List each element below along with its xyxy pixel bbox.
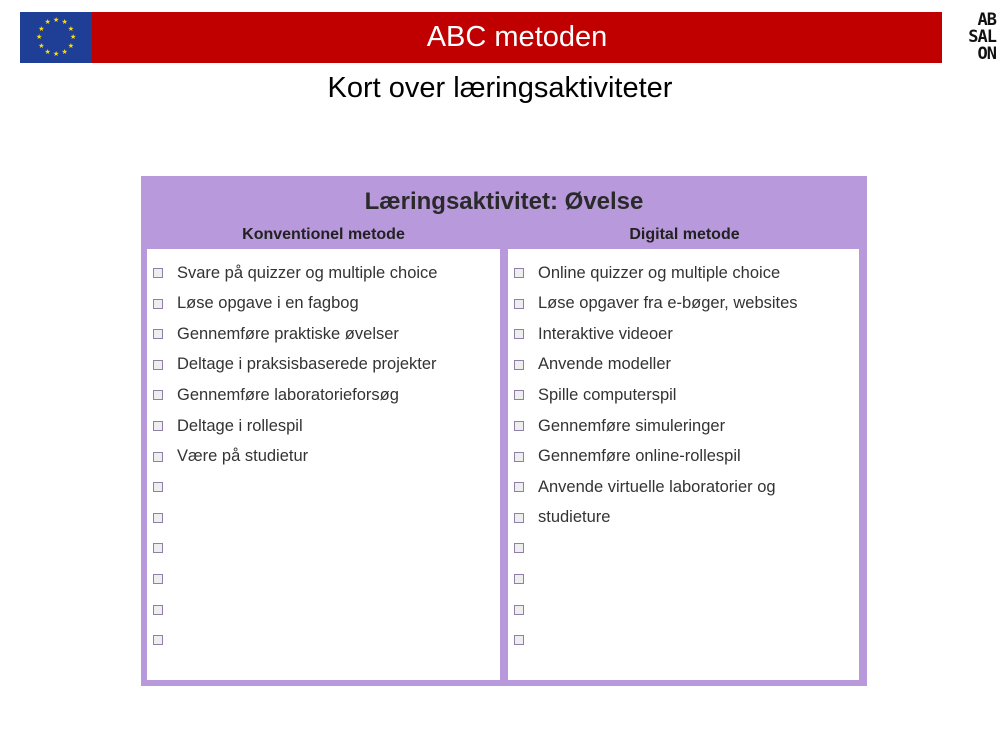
list-item-label: Spille computerspil: [538, 385, 677, 404]
star-icon: ★: [38, 25, 45, 33]
checkbox-icon: [153, 360, 163, 370]
digital-list: [508, 249, 859, 680]
checkbox-icon: [153, 299, 163, 309]
list-item: [153, 353, 437, 377]
checkbox-icon: [153, 482, 163, 492]
list-item: [514, 353, 671, 377]
list-item: [514, 322, 673, 346]
star-icon: ★: [53, 17, 60, 24]
list-item-label: studieture: [538, 508, 611, 527]
list-item: [514, 536, 538, 560]
list-item: [153, 567, 177, 591]
list-item: [153, 628, 177, 652]
list-item-label: Gennemføre online-rollespil: [538, 447, 741, 466]
star-icon: ★: [38, 42, 45, 50]
list-item-label: Svare på quizzer og multiple choice: [177, 263, 438, 282]
list-item: [514, 475, 776, 499]
list-item-label: Anvende virtuelle laboratorier og: [538, 477, 776, 496]
star-icon: ★: [67, 25, 74, 33]
checkbox-icon: [514, 482, 524, 492]
checkbox-icon: [514, 513, 524, 523]
header-title: ABC metoden: [426, 21, 608, 53]
list-item: [514, 414, 725, 438]
list-item: [153, 536, 177, 560]
list-item-label: Være på studietur: [177, 447, 309, 466]
checkbox-icon: [514, 543, 524, 553]
checkbox-icon: [514, 635, 524, 645]
checkbox-icon: [514, 452, 524, 462]
checkbox-icon: [514, 329, 524, 339]
list-item-label: Deltage i praksisbaserede projekter: [177, 355, 437, 374]
checkbox-icon: [514, 360, 524, 370]
star-icon: ★: [44, 19, 51, 27]
list-item: [514, 598, 538, 622]
checkbox-icon: [153, 452, 163, 462]
checkbox-icon: [514, 390, 524, 400]
checkbox-icon: [514, 421, 524, 431]
list-item: [153, 475, 177, 499]
list-item: [153, 261, 437, 285]
list-item-label: Løse opgave i en fagbog: [177, 294, 359, 313]
list-item-label: Gennemføre simuleringer: [538, 416, 726, 435]
checkbox-icon: [153, 543, 163, 553]
list-item-label: Løse opgaver fra e-bøger, websites: [538, 294, 798, 313]
list-item: [514, 506, 610, 530]
list-item-label: Online quizzer og multiple choice: [538, 263, 781, 282]
activity-card: [141, 176, 867, 686]
page-subtitle: Kort over læringsaktiviteter: [327, 72, 673, 104]
list-item: [153, 598, 177, 622]
list-item: [153, 506, 177, 530]
card-title: Læringsaktivitet: Øvelse: [364, 188, 644, 215]
absalon-logo: AB SAL ON: [968, 10, 996, 64]
checkbox-icon: [153, 268, 163, 278]
list-item-label: Deltage i rollespil: [177, 416, 303, 435]
conventional-list: [147, 249, 500, 680]
checkbox-icon: [153, 421, 163, 431]
list-item: [514, 628, 538, 652]
list-item: [153, 292, 359, 316]
star-icon: ★: [53, 51, 60, 58]
list-item-label: Gennemføre praktiske øvelser: [177, 324, 399, 343]
star-icon: ★: [44, 48, 51, 56]
checkbox-icon: [514, 605, 524, 615]
list-item: [153, 322, 399, 346]
star-icon: ★: [36, 34, 43, 41]
list-item: [514, 292, 798, 316]
list-item: [514, 261, 780, 285]
checkbox-icon: [153, 574, 163, 584]
list-item: [514, 445, 741, 469]
eu-flag-icon: [20, 12, 92, 63]
list-item: [153, 414, 303, 438]
list-item-label: Gennemføre laboratorieforsøg: [177, 385, 399, 404]
star-icon: ★: [61, 19, 68, 27]
list-item: [514, 383, 676, 407]
checkbox-icon: [514, 268, 524, 278]
list-item-label: Interaktive videoer: [538, 324, 673, 343]
checkbox-icon: [153, 635, 163, 645]
checkbox-icon: [153, 605, 163, 615]
checkbox-icon: [514, 574, 524, 584]
list-item: [153, 383, 399, 407]
checkbox-icon: [514, 299, 524, 309]
list-item: [514, 567, 538, 591]
left-column-heading: Konventionel metode: [242, 226, 405, 243]
checkbox-icon: [153, 390, 163, 400]
right-column-heading: Digital metode: [629, 226, 740, 243]
star-icon: ★: [61, 48, 68, 56]
checkbox-icon: [153, 513, 163, 523]
list-item: [153, 445, 308, 469]
list-item-label: Anvende modeller: [538, 355, 671, 374]
star-icon: ★: [70, 34, 77, 41]
star-icon: ★: [67, 42, 74, 50]
checkbox-icon: [153, 329, 163, 339]
